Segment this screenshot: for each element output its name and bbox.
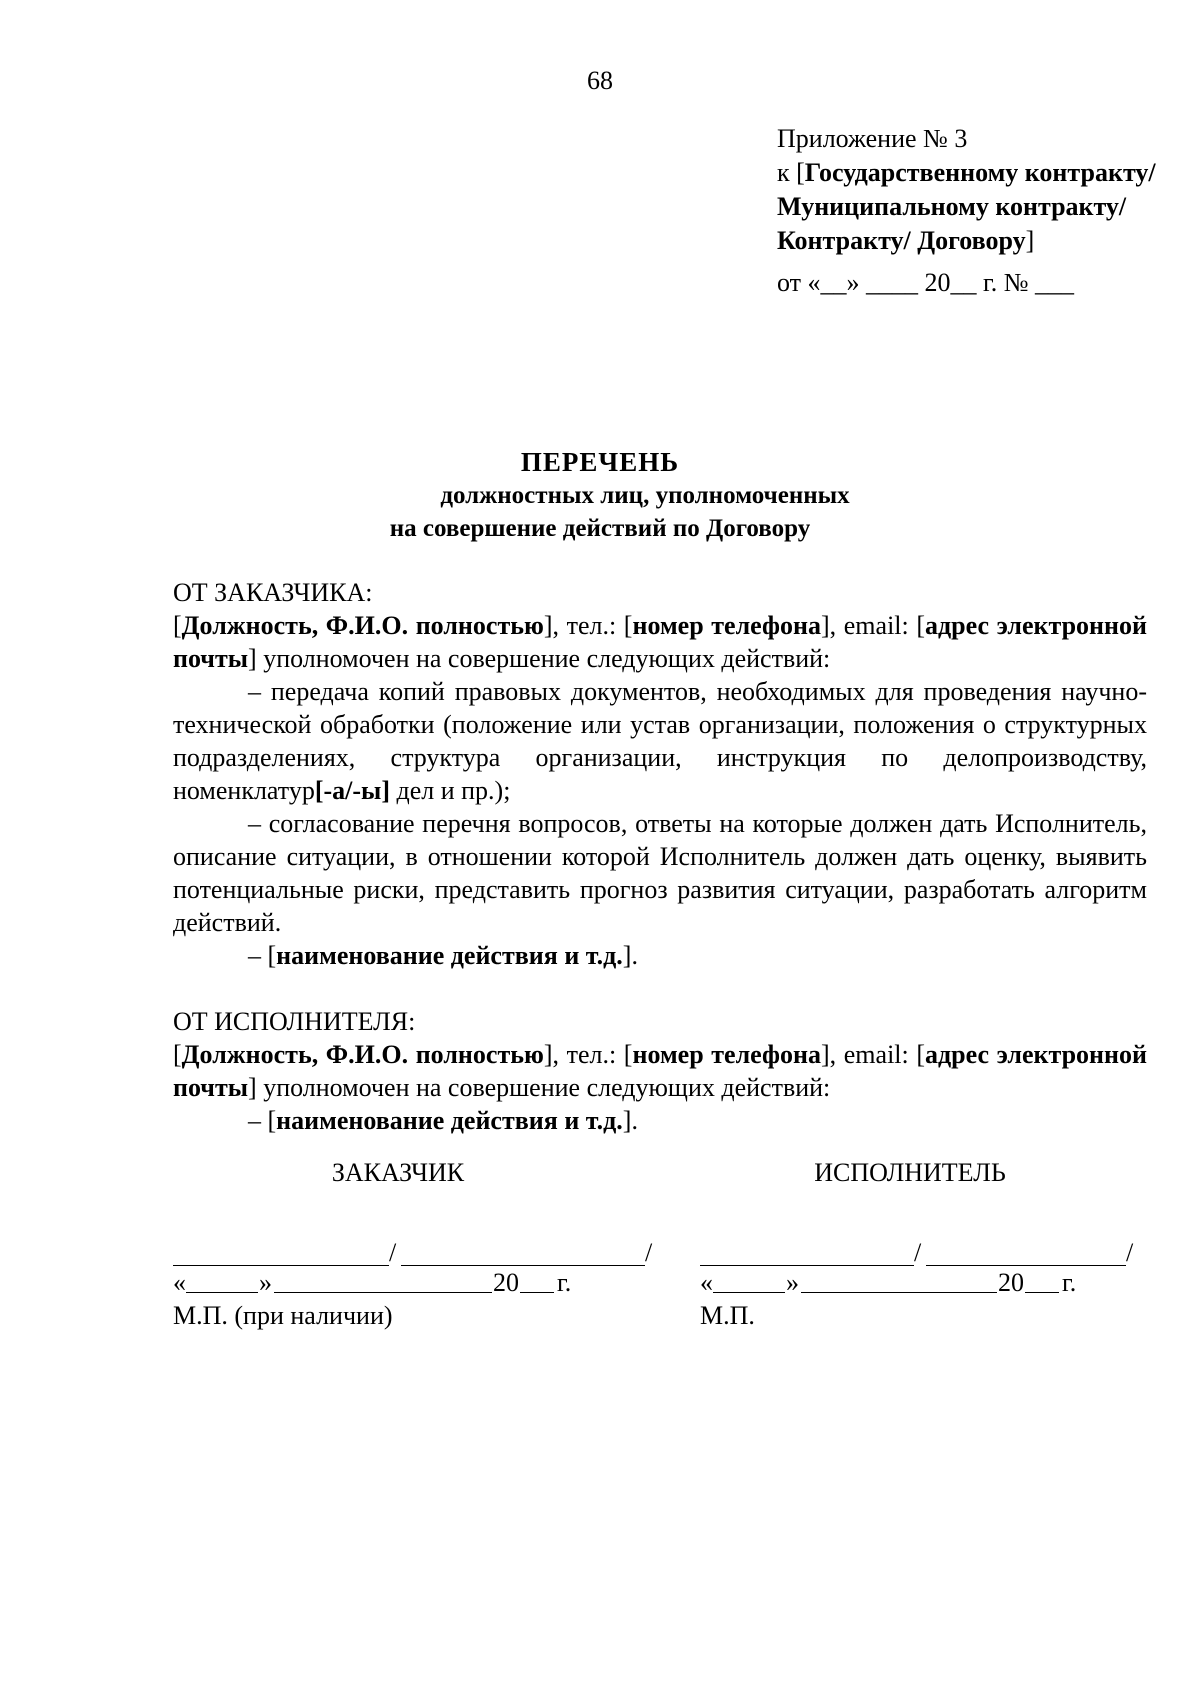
executor-signature-slash-2: / xyxy=(1126,1238,1134,1267)
customer-stamp-note: М.П. (при наличии) xyxy=(173,1301,393,1330)
customer-signature-line xyxy=(173,1236,663,1266)
executor-year-blank xyxy=(1025,1266,1059,1293)
customer-action-3: – [наименование действия и т.д.]. xyxy=(248,941,638,970)
executor-signature xyxy=(700,1156,1190,1332)
executor-signature-blank xyxy=(700,1235,914,1266)
customer-signature-date: « » 20 г. xyxy=(173,1268,572,1297)
executor-name-blank xyxy=(926,1235,1126,1266)
customer-heading: ОТ ЗАКАЗЧИКА: xyxy=(173,578,373,607)
executor-month-blank xyxy=(801,1266,997,1293)
customer-signature-title: ЗАКАЗЧИК xyxy=(331,1158,465,1187)
customer-signature xyxy=(173,1156,663,1332)
appendix-contract-reference: к [Государственному контракту/Муниципальному контракту/Контракту/ Договору] xyxy=(777,158,1156,255)
customer-month-blank xyxy=(274,1266,492,1293)
title-subtitle-2: на совершение действий по Договору xyxy=(389,515,811,542)
appendix-header xyxy=(777,122,1167,300)
document-title xyxy=(0,446,1200,545)
appendix-date-line: от «__» ____ 20__ г. № ___ xyxy=(777,268,1075,297)
executor-authorized-person: [Должность, Ф.И.О. полностью], тел.: [номер телефона], email: [адрес электронной почты] уполномочен на совершение следующих действий: xyxy=(173,1040,1147,1102)
executor-signature-line xyxy=(700,1236,1190,1266)
customer-action-2: – согласование перечня вопросов, ответы на которые должен дать Исполнитель, описание ситуации, в отношении которой Исполнитель должен дать оценку, выявить потенциальные риски, представить прогноз развития ситуации, разработать алгоритм действий. xyxy=(173,809,1147,937)
executor-signature-title: ИСПОЛНИТЕЛЬ xyxy=(814,1158,1006,1187)
customer-signature-slash-2: / xyxy=(645,1238,653,1267)
customer-year-blank xyxy=(520,1266,554,1293)
page-number: 68 xyxy=(587,66,613,95)
customer-day-blank xyxy=(186,1266,258,1293)
executor-action-1: – [наименование действия и т.д.]. xyxy=(248,1106,638,1135)
executor-stamp-note: М.П. xyxy=(700,1301,755,1330)
title-subtitle-1: должностных лиц, уполномоченных xyxy=(440,482,850,509)
executor-day-blank xyxy=(713,1266,785,1293)
appendix-number: Приложение № 3 xyxy=(777,124,968,153)
title-main: ПЕРЕЧЕНЬ xyxy=(520,447,680,477)
document-body xyxy=(173,576,1147,1137)
executor-signature-date: « » 20 г. xyxy=(700,1268,1077,1297)
contract-types: Государственному контракту/Муниципальному контракту/Контракту/ Договору xyxy=(777,158,1156,255)
customer-action-1: – передача копий правовых документов, необходимых для проведения научно-технической обработки (положение или устав организации, положения о структурных подразделениях, структура организации, инструкция по делопроизводству, номенклатур[-а/-ы] дел и пр.); xyxy=(173,677,1147,805)
customer-authorized-person: [Должность, Ф.И.О. полностью], тел.: [номер телефона], email: [адрес электронной почты] уполномочен на совершение следующих действий: xyxy=(173,611,1147,673)
customer-signature-slash-1: / xyxy=(389,1238,397,1267)
executor-heading: ОТ ИСПОЛНИТЕЛЯ: xyxy=(173,1007,416,1036)
customer-name-blank xyxy=(401,1235,645,1266)
customer-signature-blank xyxy=(173,1235,389,1266)
executor-signature-slash-1: / xyxy=(914,1238,922,1267)
